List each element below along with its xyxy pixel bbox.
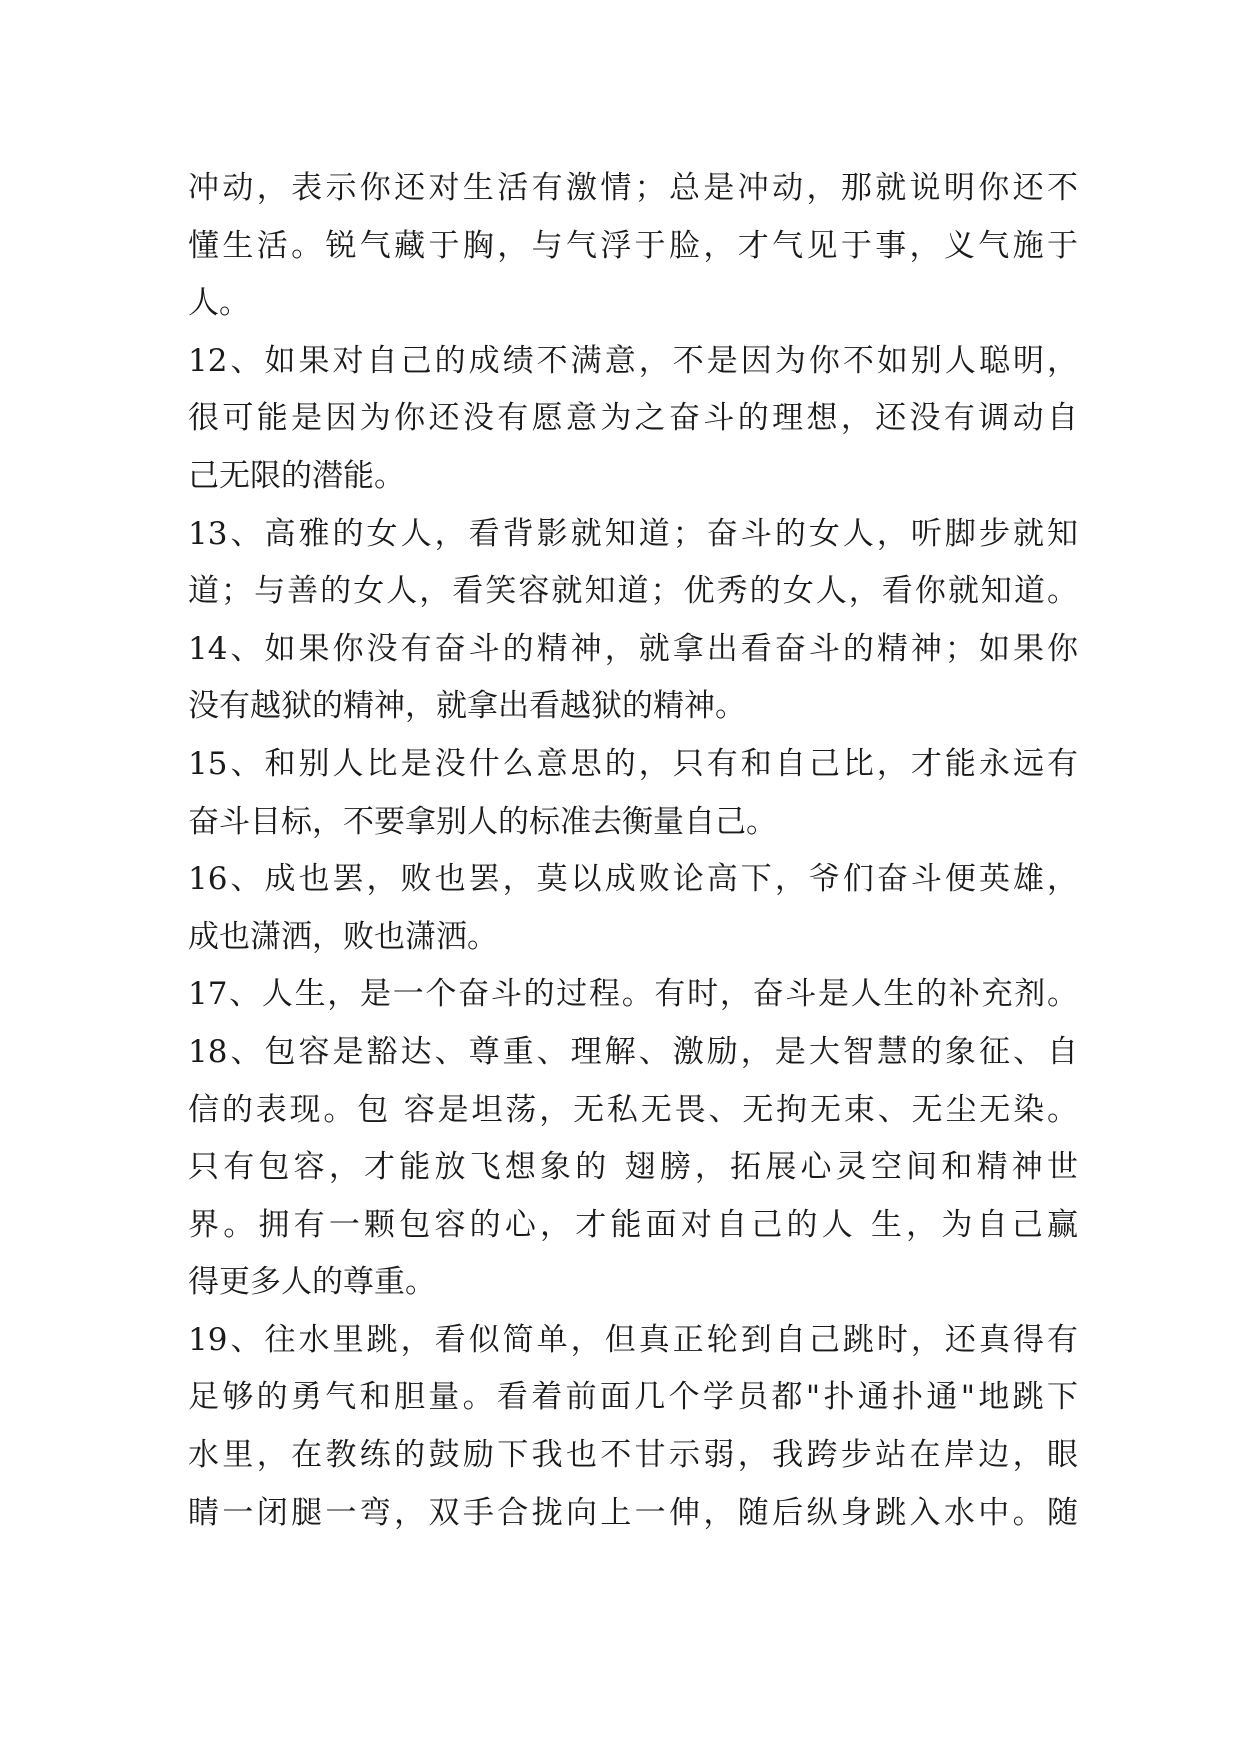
text-line: 睛一闭腿一弯，双手合拢向上一伸，随后纵身跳入水中。随	[188, 1494, 1078, 1531]
text-line: 只有包容，才能放飞想象的 翅膀，拓展心灵空间和精神世	[188, 1149, 1078, 1186]
text-line: 道；与善的女人，看笑容就知道；优秀的女人，看你就知道。	[188, 573, 1078, 610]
text-line: 成也潇洒，败也潇洒。	[188, 918, 498, 955]
text-line: 15、和别人比是没什么意思的，只有和自己比，才能永远有	[188, 745, 1078, 782]
text-line: 14、如果你没有奋斗的精神，就拿出看奋斗的精神；如果你	[188, 630, 1078, 667]
text-line: 19、往水里跳，看似简单，但真正轮到自己跳时，还真得有	[188, 1321, 1078, 1358]
text-line: 17、人生，是一个奋斗的过程。有时，奋斗是人生的补充剂。	[188, 976, 1078, 1013]
text-line: 没有越狱的精神，就拿出看越狱的精神。	[188, 688, 746, 725]
text-line: 懂生活。锐气藏于胸，与气浮于脸，才气见于事，义气施于	[188, 227, 1078, 264]
text-line: 12、如果对自己的成绩不满意，不是因为你不如别人聪明，	[188, 342, 1078, 379]
text-line: 己无限的潜能。	[188, 457, 405, 494]
text-line: 信的表现。包 容是坦荡，无私无畏、无拘无束、无尘无染。	[188, 1091, 1078, 1128]
text-line: 人。	[188, 285, 250, 322]
text-line: 很可能是因为你还没有愿意为之奋斗的理想，还没有调动自	[188, 400, 1078, 437]
text-line: 16、成也罢，败也罢，莫以成败论高下，爷们奋斗便英雄，	[188, 861, 1078, 898]
text-line: 奋斗目标，不要拿别人的标准去衡量自己。	[188, 803, 777, 840]
text-line: 18、包容是豁达、尊重、理解、激励，是大智慧的象征、自	[188, 1033, 1078, 1070]
text-line: 界。拥有一颗包容的心，才能面对自己的人 生，为自己赢	[188, 1206, 1078, 1243]
text-line: 足够的勇气和胆量。看着前面几个学员都"扑通扑通"地跳下	[188, 1379, 1078, 1416]
text-line: 得更多人的尊重。	[188, 1264, 436, 1301]
text-line: 冲动，表示你还对生活有激情；总是冲动，那就说明你还不	[188, 170, 1078, 206]
text-line: 13、高雅的女人，看背影就知道；奋斗的女人，听脚步就知	[188, 515, 1078, 552]
document-body	[188, 160, 1078, 1542]
text-line: 水里，在教练的鼓励下我也不甘示弱，我跨步站在岸边，眼	[188, 1437, 1078, 1474]
